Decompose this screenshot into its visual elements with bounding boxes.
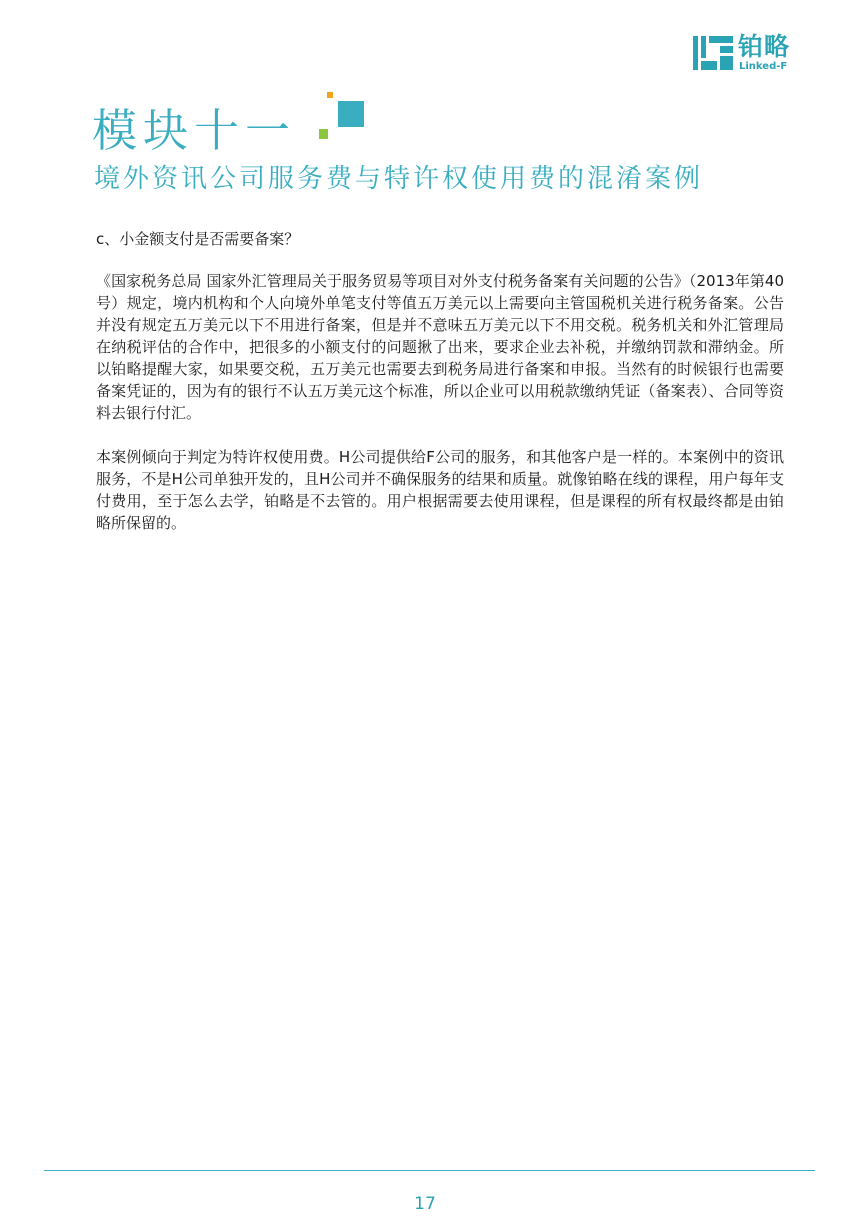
page-number: 17 bbox=[414, 1194, 436, 1214]
body-paragraph-case-analysis: 本案例倾向于判定为特许权使用费。H公司提供给F公司的服务，和其他客户是一样的。本案例中的资讯服务，不是H公司单独开发的，且H公司并不确保服务的结果和质量。就像铂略在线的课程，用户每年支付费用，至于怎么去学，铂略是不去管的。用户根据需要去使用课程，但是课程的所有权最终都是由铂略所保留的。 bbox=[96, 448, 784, 532]
logo-mark-icon bbox=[693, 33, 733, 73]
module-title: 模块十一 bbox=[92, 104, 297, 157]
document-body bbox=[96, 228, 784, 556]
footer-divider bbox=[44, 1170, 815, 1171]
module-subtitle: 境外资讯公司服务费与特许权使用费的混淆案例 bbox=[94, 164, 704, 194]
brand-logo bbox=[693, 33, 811, 75]
decorative-squares-icon bbox=[318, 92, 364, 140]
body-paragraph-regulation: 《国家税务总局 国家外汇管理局关于服务贸易等项目对外支付税务备案有关问题的公告》（2013年第40号）规定，境内机构和个人向境外单笔支付等值五万美元以上需要向主管国税机关进行税务备案。公告并没有规定五万美元以下不用进行备案，但是并不意味五万美元以下不用交税。税务机关和外汇管理局在纳税评估的合作中，把很多的小额支付的问题揪了出来，要求企业去补税，并缴纳罚款和滞纳金。所以铂略提醒大家，如果要交税，五万美元也需要去到税务局进行备案和申报。当然有的时候银行也需要备案凭证的，因为有的银行不认五万美元这个标准，所以企业可以用税款缴纳凭证（备案表）、合同等资料去银行付汇。 bbox=[96, 272, 784, 422]
logo-english-text: Linked-F bbox=[739, 61, 788, 72]
question-heading: c、小金额支付是否需要备案？ bbox=[96, 230, 300, 248]
logo-chinese-text: 铂略 bbox=[738, 32, 791, 61]
